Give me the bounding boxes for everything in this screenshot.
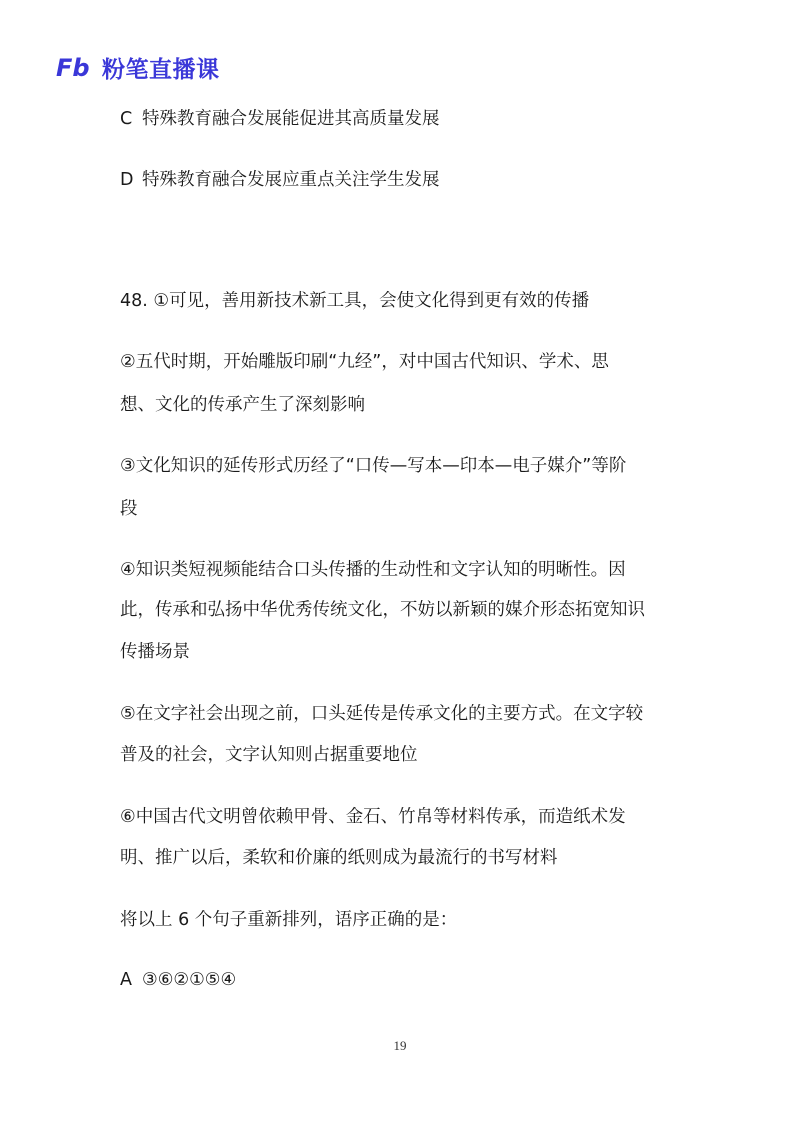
option-letter: A xyxy=(120,970,132,990)
option-d xyxy=(120,168,690,192)
sentence-line: 明、推广以后，柔软和价廉的纸则成为最流行的书写材料 xyxy=(120,848,558,868)
sentence-line: 段 xyxy=(120,499,138,519)
sentence-line: 想、文化的传承产生了深刻影响 xyxy=(120,395,365,415)
question-number: 48. xyxy=(120,291,148,311)
sentence-line: ④知识类短视频能结合口头传播的生动性和文字认知的明晰性。因 xyxy=(120,560,626,580)
fb-logo-icon xyxy=(56,54,96,80)
sentence-line: ②五代时期，开始雕版印刷“九经”，对中国古代知识、学术、思 xyxy=(120,352,609,372)
brand-logo xyxy=(56,52,220,82)
sentence-line: 此，传承和弘扬中华优秀传统文化，不妨以新颖的媒介形态拓宽知识 xyxy=(120,600,645,620)
option-c xyxy=(120,107,690,131)
page-number: 19 xyxy=(393,1038,407,1053)
option-letter: C xyxy=(120,109,133,129)
sentence-line: ⑥中国古代文明曾依赖甲骨、金石、竹帛等材料传承，而造纸术发 xyxy=(120,807,626,827)
sentence-line: 传播场景 xyxy=(120,642,190,662)
option-text: 特殊教育融合发展应重点关注学生发展 xyxy=(142,170,440,190)
sentence-line: ⑤在文字社会出现之前，口头延传是传承文化的主要方式。在文字较 xyxy=(120,704,644,724)
brand-name: 粉笔直播课 xyxy=(102,56,220,83)
question-first-line xyxy=(120,289,690,313)
question-prompt: 将以上 6 个句子重新排列，语序正确的是： xyxy=(120,910,458,930)
sentence-line: ①可见，善用新技术新工具，会使文化得到更有效的传播 xyxy=(153,291,590,311)
option-a xyxy=(120,968,690,992)
logo-letters: Fb xyxy=(56,54,90,80)
option-text: ③⑥②①⑤④ xyxy=(142,970,237,990)
sentence-line: ③文化知识的延传形式历经了“口传—写本—印本—电子媒介”等阶 xyxy=(120,456,627,476)
sentence-line: 普及的社会，文字认知则占据重要地位 xyxy=(120,745,418,765)
option-text: 特殊教育融合发展能促进其高质量发展 xyxy=(142,109,440,129)
option-letter: D xyxy=(120,170,134,190)
